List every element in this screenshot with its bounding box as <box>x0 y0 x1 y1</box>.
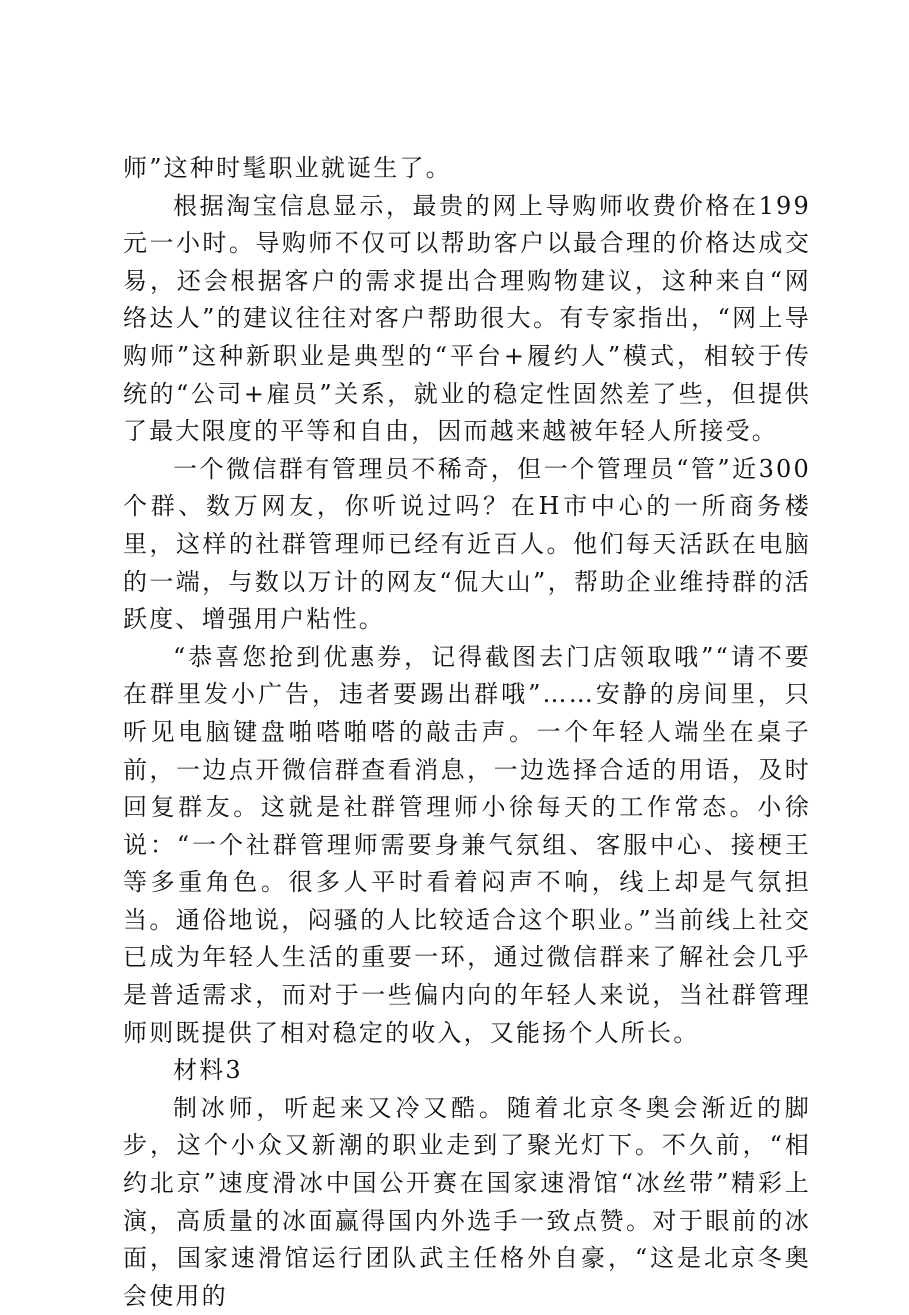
paragraph-shopping-guide: 根据淘宝信息显示，最贵的网上导购师收费价格在199元一小时。导购师不仅可以帮助客户以最合理的价格达成交易，还会根据客户的需求提出合理购物建议，这种来自“网络达人”的建议往往对客户帮助很大。有专家指出，“网上导购师”这种新职业是典型的“平台+履约人”模式，相较于传统的“公司+雇员”关系，就业的稳定性固然差了些，但提供了最大限度的平等和自由，因而越来越被年轻人所接受。 <box>123 191 811 446</box>
paragraph-community-manager: 一个微信群有管理员不稀奇，但一个管理员“管”近300个群、数万网友，你听说过吗？在H市中心的一所商务楼里，这样的社群管理师已经有近百人。他们每天活跃在电脑的一端，与数以万计的网友“侃大山”，帮助企业维持群的活跃度、增强用户粘性。 <box>123 454 811 634</box>
paragraph-ice-maker: 制冰师，听起来又冷又酷。随着北京冬奥会渐近的脚步，这个小众又新潮的职业走到了聚光灯下。不久前，“相约北京”速度滑冰中国公开赛在国家速滑馆“冰丝带”精彩上演，高质量的冰面赢得国内外选手一致点赞。对于眼前的冰面，国家速滑馆运行团队武主任格外自豪，“这是北京冬奥会使用的 <box>123 1093 811 1310</box>
paragraph-continuation: 师”这种时髦职业就诞生了。 <box>123 154 452 182</box>
section-heading-material-3: 材料3 <box>173 1056 243 1085</box>
paragraph-community-manager-detail: “恭喜您抢到优惠券，记得截图去门店领取哦”“请不要在群里发小广告，违者要踢出群哦”……安静的房间里，只听见电脑键盘啪嗒啪嗒的敲击声。一个年轻人端坐在桌子前，一边点开微信群查看消息，一边选择合适的用语，及时回复群友。这就是社群管理师小徐每天的工作常态。小徐说：“一个社群管理师需要身兼气氛组、客服中心、接梗王等多重角色。很多人平时看着闷声不响，线上却是气氛担当。通俗地说，闷骚的人比较适合这个职业。”当前线上社交已成为年轻人生活的重要一环，通过微信群来了解社会几乎是普适需求，而对于一些偏内向的年轻人来说，当社群管理师则既提供了相对稳定的收入，又能扬个人所长。 <box>123 642 811 1047</box>
document-body <box>123 150 811 1315</box>
